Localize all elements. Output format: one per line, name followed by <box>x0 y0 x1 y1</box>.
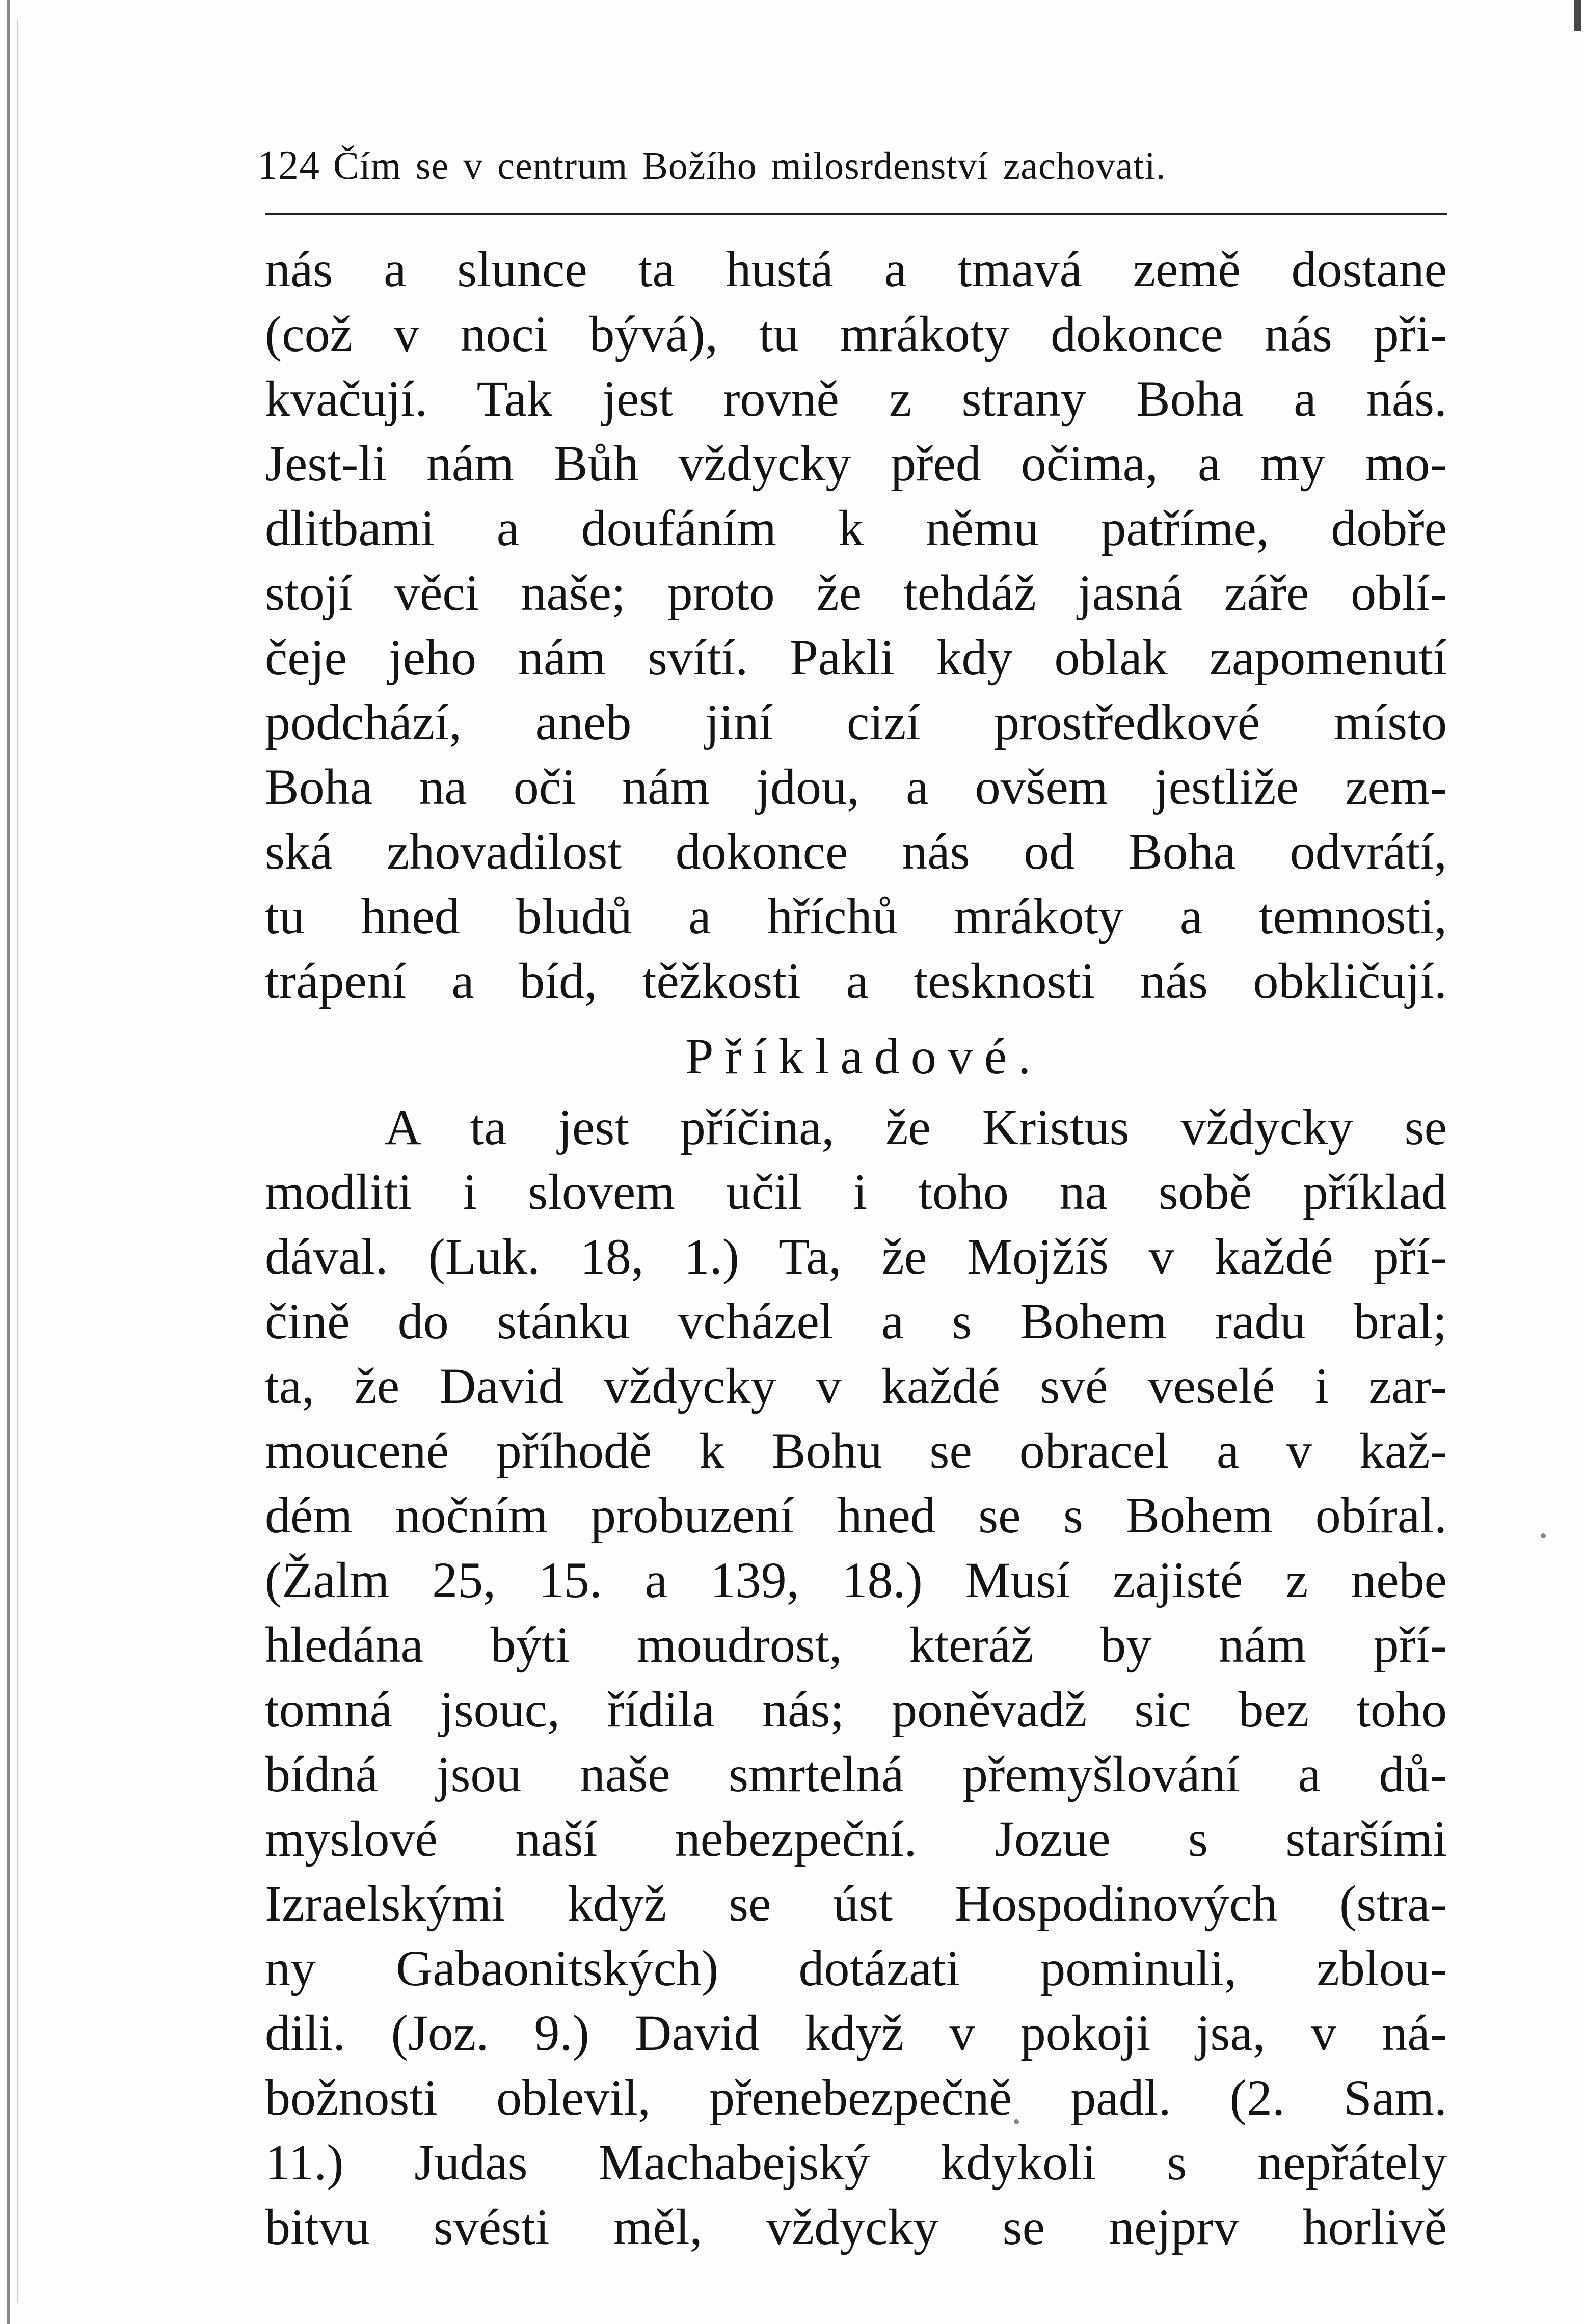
text-line: kvačují. Tak jest rovně z strany Boha a nás. <box>265 370 1447 427</box>
scan-edge-left <box>7 0 10 2324</box>
text-line: dával. (Luk. 18, 1.) Ta, že Mojžíš v každé pří- <box>265 1228 1447 1285</box>
text-line: nás a slunce ta hustá a tmavá země dostane <box>265 241 1447 298</box>
text-line: modliti i slovem učil i toho na sobě příklad <box>265 1164 1447 1220</box>
text-line: A ta jest příčina, že Kristus vždycky se <box>385 1099 1447 1155</box>
header-rule <box>265 213 1447 215</box>
text-line: tu hned bludů a hříchů mrákoty a temnosti, <box>265 888 1447 944</box>
section-heading: Příkladové. <box>685 1028 1042 1085</box>
text-line: ny Gabaonitských) dotázati pominuli, zblou- <box>265 1940 1447 1996</box>
text-line: Boha na oči nám jdou, a ovšem jestliže zem- <box>265 759 1447 815</box>
text-line: trápení a bíd, těžkosti a tesknosti nás obkličují. <box>265 953 1447 1009</box>
text-line: (což v noci bývá), tu mrákoty dokonce nás při- <box>265 306 1447 362</box>
text-line: čině do stánku vcházel a s Bohem radu bral; <box>265 1293 1447 1349</box>
text-line: tomná jsouc, řídila nás; poněvadž sic bez toho <box>265 1681 1447 1738</box>
page-number: 124 <box>257 143 320 188</box>
text-line: čeje jeho nám svítí. Pakli kdy oblak zapomenutí <box>265 629 1447 686</box>
text-line: (Žalm 25, 15. a 139, 18.) Musí zajisté z nebe <box>265 1552 1447 1608</box>
page-header <box>257 143 1434 199</box>
text-line: bitvu svésti měl, vždycky se nejprv horlivě <box>265 2199 1447 2255</box>
text-line: dém nočním probuzení hned se s Bohem obíral. <box>265 1487 1447 1544</box>
text-line: Izraelskými když se úst Hospodinových (stra- <box>265 1875 1447 1932</box>
scan-edge-line <box>17 20 18 2303</box>
text-line: ta, že David vždycky v každé své veselé i zar- <box>265 1358 1447 1414</box>
text-line: ská zhovadilost dokonce nás od Boha odvrátí, <box>265 823 1447 880</box>
text-line: moucené příhodě k Bohu se obracel a v kaž- <box>265 1422 1447 1479</box>
text-line: myslové naší nebezpeční. Jozue s staršími <box>265 1810 1447 1867</box>
text-line: stojí věci naše; proto že tehdáž jasná záře oblí- <box>265 564 1447 621</box>
text-line: 11.) Judas Machabejský kdykoli s nepřátely <box>265 2134 1447 2191</box>
text-line: bídná jsou naše smrtelná přemyšlování a dů- <box>265 1746 1447 1802</box>
text-line: hledána býti moudrost, kteráž by nám pří- <box>265 1616 1447 1673</box>
text-line: Jest-li nám Bůh vždycky před očima, a my mo- <box>265 435 1447 492</box>
text-line: božnosti oblevil, přenebezpečně padl. (2. Sam. <box>265 2069 1447 2126</box>
scan-speck <box>1541 1533 1546 1538</box>
text-line: podchází, aneb jiní cizí prostředkové místo <box>265 694 1447 750</box>
text-line: dili. (Joz. 9.) David když v pokoji jsa, v ná- <box>265 2005 1447 2061</box>
text-line: dlitbami a doufáním k němu patříme, dobře <box>265 500 1447 556</box>
running-head: Čím se v centrum Božího milosrdenství zachovati. <box>333 145 1166 187</box>
scan-edge-right <box>1574 0 1581 31</box>
body-text <box>265 237 1447 2259</box>
